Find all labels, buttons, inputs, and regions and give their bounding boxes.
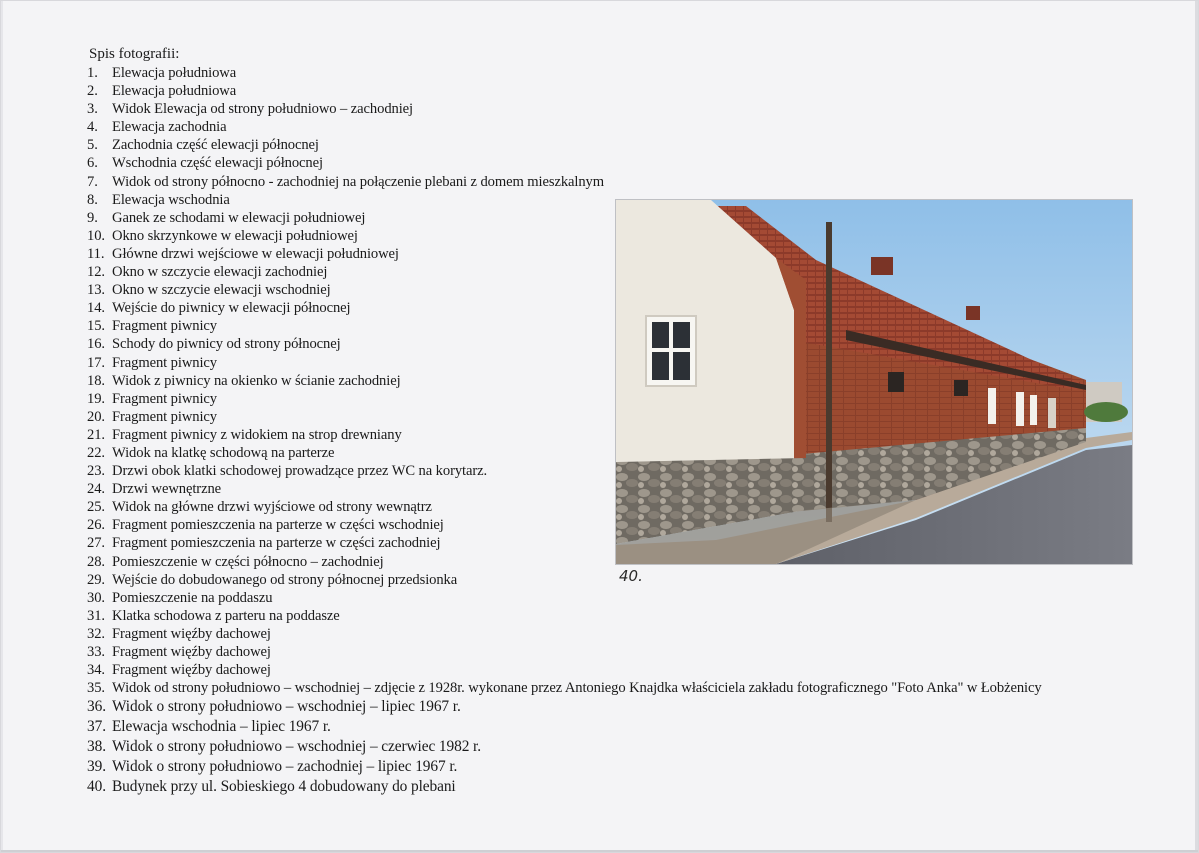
chimney xyxy=(966,306,980,320)
item-text: Widok na klatkę schodową na parterze xyxy=(112,444,335,461)
item-number: 25. xyxy=(87,499,105,516)
item-text: Fragment piwnicy xyxy=(112,318,217,335)
list-heading: Spis fotografii: xyxy=(89,46,180,62)
item-number: 39. xyxy=(87,757,106,775)
item-number: 12. xyxy=(87,264,105,281)
item-text: Fragment piwnicy xyxy=(112,390,217,407)
item-number: 23. xyxy=(87,463,105,480)
list-item xyxy=(87,717,1042,737)
item-number: 31. xyxy=(87,607,105,624)
item-number: 26. xyxy=(87,517,105,534)
item-number: 19. xyxy=(87,390,105,407)
item-text: Wejście do dobudowanego od strony północnej przedsionka xyxy=(112,571,458,588)
list-item xyxy=(87,589,1042,607)
item-text: Fragment piwnicy z widokiem na strop drewniany xyxy=(112,426,402,443)
item-text: Wschodnia część elewacji północnej xyxy=(112,155,323,172)
item-text: Schody do piwnicy od strony północnej xyxy=(112,336,341,353)
item-number: 1. xyxy=(87,65,98,81)
chimney xyxy=(871,257,893,275)
item-number: 7. xyxy=(87,173,98,190)
item-number: 4. xyxy=(87,119,98,136)
item-text: Widok o strony południowo – wschodniej – lipiec 1967 r. xyxy=(112,698,461,716)
item-number: 21. xyxy=(87,426,105,443)
item-number: 28. xyxy=(87,553,105,570)
list-item xyxy=(87,661,1042,679)
item-number: 22. xyxy=(87,444,105,461)
item-number: 24. xyxy=(87,481,105,498)
item-text: Elewacja zachodnia xyxy=(112,119,227,136)
item-number: 15. xyxy=(87,318,105,335)
item-text: Drzwi wewnętrzne xyxy=(112,481,222,498)
list-item xyxy=(87,607,1042,625)
item-number: 8. xyxy=(87,191,98,208)
item-number: 18. xyxy=(87,372,105,389)
item-text: Fragment piwnicy xyxy=(112,408,217,425)
list-item xyxy=(87,173,1042,191)
list-item xyxy=(87,777,1042,797)
building-photo xyxy=(615,199,1133,565)
item-number: 5. xyxy=(87,137,98,154)
item-number: 3. xyxy=(87,101,98,118)
door xyxy=(1048,398,1056,428)
item-text: Fragment piwnicy xyxy=(112,354,217,371)
window xyxy=(1030,395,1037,425)
item-text: Widok o strony południowo – zachodniej – lipiec 1967 r. xyxy=(112,757,458,775)
item-text: Widok od strony północno - zachodniej na połączenie plebani z domem mieszkalnym xyxy=(112,173,605,190)
item-text: Elewacja wschodnia xyxy=(112,191,230,208)
utility-pole xyxy=(826,222,832,522)
trees xyxy=(1084,402,1128,422)
item-number: 34. xyxy=(87,662,105,679)
item-text: Zachodnia część elewacji północnej xyxy=(112,137,319,154)
item-text: Drzwi obok klatki schodowej prowadzące przez WC na korytarz. xyxy=(112,463,488,480)
item-text: Widok o strony południowo – wschodniej – czerwiec 1982 r. xyxy=(112,738,481,756)
list-item xyxy=(87,737,1042,757)
item-text: Widok z piwnicy na okienko w ścianie zachodniej xyxy=(112,372,401,389)
item-text: Widok na główne drzwi wyjściowe od strony wewnątrz xyxy=(112,499,432,516)
item-text: Wejście do piwnicy w elewacji północnej xyxy=(112,300,351,317)
item-number: 17. xyxy=(87,354,105,371)
item-text: Elewacja południowa xyxy=(112,83,237,100)
window xyxy=(954,380,968,396)
item-text: Okno w szczycie elewacji wschodniej xyxy=(112,282,331,299)
item-number: 37. xyxy=(87,718,106,736)
list-item xyxy=(87,625,1042,643)
item-text: Widok Elewacja od strony południowo – zachodniej xyxy=(112,101,414,118)
item-number: 14. xyxy=(87,300,105,317)
item-number: 40. xyxy=(87,777,106,795)
item-text: Elewacja południowa xyxy=(112,65,237,81)
window xyxy=(988,388,996,424)
item-text: Fragment więźby dachowej xyxy=(112,662,271,679)
list-item xyxy=(87,679,1042,697)
item-text: Budynek przy ul. Sobieskiego 4 dobudowany do plebani xyxy=(112,777,456,795)
item-number: 35. xyxy=(87,680,105,697)
item-number: 9. xyxy=(87,209,98,226)
item-text: Okno w szczycie elewacji zachodniej xyxy=(112,264,328,281)
item-number: 10. xyxy=(87,227,105,244)
item-text: Fragment pomieszczenia na parterze w części zachodniej xyxy=(112,535,441,552)
item-text: Ganek ze schodami w elewacji południowej xyxy=(112,209,366,226)
item-number: 29. xyxy=(87,571,105,588)
item-number: 11. xyxy=(87,245,105,262)
item-text: Widok od strony południowo – wschodniej – zdjęcie z 1928r. wykonane przez Antoniego Knajdka właściciela zakładu fotograficznego "Foto Anka" w Łobżenicy xyxy=(112,680,1042,697)
list-item xyxy=(87,64,1042,82)
item-number: 20. xyxy=(87,408,105,425)
item-text: Okno skrzynkowe w elewacji południowej xyxy=(112,227,358,244)
item-text: Pomieszczenie w części północno – zachodniej xyxy=(112,553,384,570)
item-number: 32. xyxy=(87,625,105,642)
item-number: 13. xyxy=(87,282,105,299)
list-item xyxy=(87,643,1042,661)
list-item xyxy=(87,697,1042,717)
item-text: Pomieszczenie na poddaszu xyxy=(112,589,273,606)
item-number: 36. xyxy=(87,698,106,716)
list-item xyxy=(87,571,1042,589)
window xyxy=(888,372,904,392)
item-text: Fragment pomieszczenia na parterze w części wschodniej xyxy=(112,517,444,534)
list-item xyxy=(87,154,1042,172)
item-number: 27. xyxy=(87,535,105,552)
item-number: 6. xyxy=(87,155,98,172)
photo-caption: 40. xyxy=(619,567,643,585)
item-number: 16. xyxy=(87,336,105,353)
list-item xyxy=(87,82,1042,100)
item-number: 38. xyxy=(87,738,106,756)
list-item xyxy=(87,757,1042,777)
item-text: Fragment więźby dachowej xyxy=(112,644,271,660)
list-item xyxy=(87,136,1042,154)
list-item xyxy=(87,100,1042,118)
item-text: Fragment więźby dachowej xyxy=(112,625,271,642)
item-text: Klatka schodowa z parteru na poddasze xyxy=(112,607,340,624)
item-number: 33. xyxy=(87,644,105,660)
item-text: Elewacja wschodnia – lipiec 1967 r. xyxy=(112,718,331,736)
item-number: 2. xyxy=(87,83,98,100)
item-number: 30. xyxy=(87,589,105,606)
list-item xyxy=(87,118,1042,136)
item-text: Główne drzwi wejściowe w elewacji południowej xyxy=(112,245,399,262)
window xyxy=(1016,392,1024,426)
